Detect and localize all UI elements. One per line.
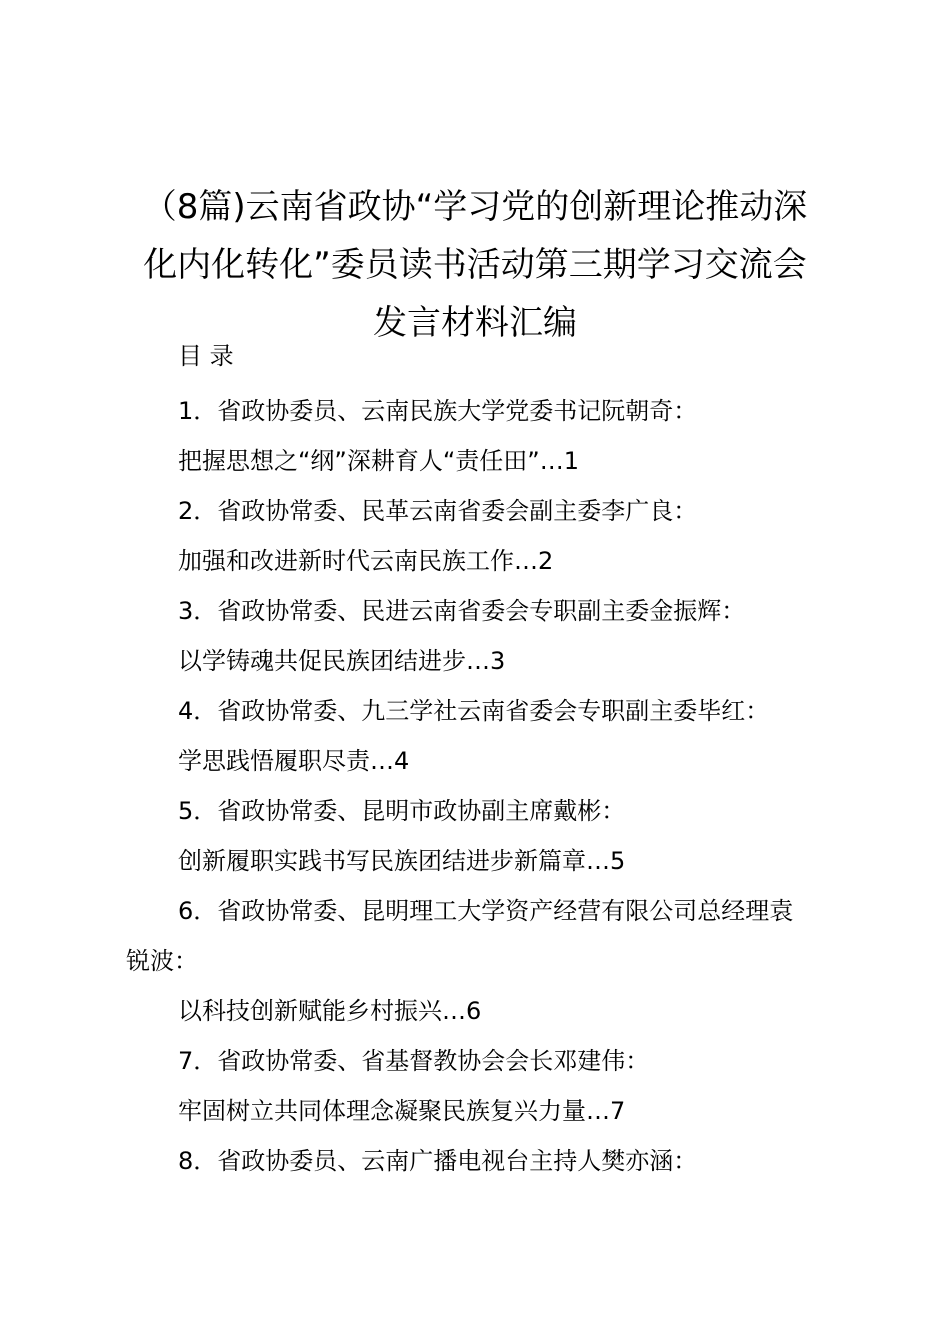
toc-entry-author: 6．省政协常委、昆明理工大学资产经营有限公司总经理袁	[178, 897, 794, 925]
toc-entry-author: 5．省政协常委、昆明市政协副主席戴彬：	[178, 797, 626, 825]
document-title	[110, 178, 840, 352]
toc-heading: 目 录	[178, 342, 234, 370]
toc-entry-author: 7．省政协常委、省基督教协会会长邓建伟：	[178, 1047, 650, 1075]
title-line: 发言材料汇编	[373, 303, 577, 343]
toc-entry-title: 以科技创新赋能乡村振兴…6	[178, 997, 482, 1025]
toc-entry-title: 把握思想之“纲”深耕育人“责任田”…1	[178, 447, 580, 475]
toc-entry-title: 创新履职实践书写民族团结进步新篇章…5	[178, 847, 626, 875]
toc-entry-title: 加强和改进新时代云南民族工作…2	[178, 547, 554, 575]
toc-entry-author-continued: 锐波：	[126, 947, 198, 975]
title-line: （8篇)云南省政协“学习党的创新理论推动深	[142, 187, 808, 227]
toc-entry-author: 1．省政协委员、云南民族大学党委书记阮朝奇：	[178, 397, 698, 425]
table-of-contents	[0, 386, 950, 1186]
toc-entry-author: 2．省政协常委、民革云南省委会副主委李广良：	[178, 497, 698, 525]
toc-entry-title: 以学铸魂共促民族团结进步…3	[178, 647, 506, 675]
title-line: 化内化转化”委员读书活动第三期学习交流会	[143, 245, 807, 285]
toc-entry-author: 8．省政协委员、云南广播电视台主持人樊亦涵：	[178, 1147, 698, 1175]
toc-entry-title: 牢固树立共同体理念凝聚民族复兴力量…7	[178, 1097, 626, 1125]
toc-entry-author: 3．省政协常委、民进云南省委会专职副主委金振辉：	[178, 597, 746, 625]
toc-entry-author: 4．省政协常委、九三学社云南省委会专职副主委毕红：	[178, 697, 770, 725]
toc-entry-title: 学思践悟履职尽责…4	[178, 747, 410, 775]
